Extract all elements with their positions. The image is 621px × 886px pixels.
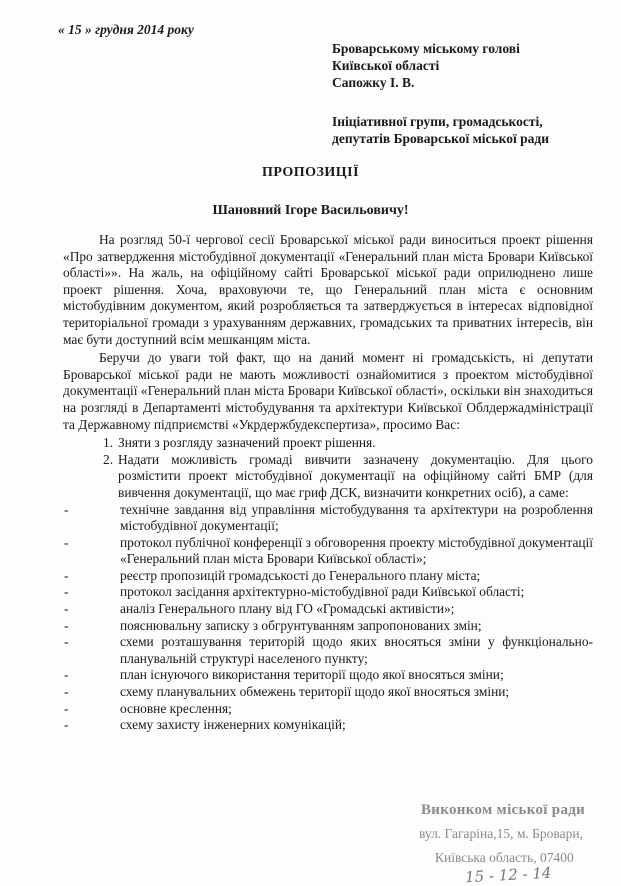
list-item: - основне креслення; — [64, 700, 232, 716]
registration-stamp — [415, 800, 621, 886]
item-text: план існуючого використання території щодо якої вносяться зміни; — [120, 667, 504, 683]
stamp-line: Виконком міської ради — [421, 802, 586, 818]
handwritten-date: 15 - 12 - 14 — [464, 863, 552, 886]
list-item: - протокол публічної конференції з обговорення проекту містобудівної документації «Генеральний план міста Бровари Київської області»; — [64, 534, 593, 567]
addressee-line: Київської області — [332, 58, 440, 73]
greeting: Шановний Ігоре Васильовичу! — [212, 203, 409, 218]
item-text: технічне завдання від управління містобудування та архітектури на розроблення містобудівної документації; — [120, 501, 593, 534]
paragraph: На розгляд 50-ї чергової сесії Броварської міської ради виноситься проект рішення «Про затвердження містобудівної документації «Генеральний план міста Бровари Київської області»». На жаль, на офіційному сайті Броварської міської ради оприлюднено лише проект рішення. Хоча, враховуючи те, що Генеральний план міста є основним містобудівним документом, який розробляється та затверджується в інтересах відповідної територіальної громади з урахуванням державних, громадських та приватних інтересів, він має бути доступний всім мешканцям міста. — [63, 232, 593, 347]
item-text: Надати можливість громаді вивчити зазначену документацію. Для цього розмістити проект містобудівної документації на офіційному сайті БМР (для вивчення документації, що має гриф ДСК, визначити конкретних осіб), а саме: — [118, 451, 593, 500]
item-text: протокол публічної конференції з обговорення проекту містобудівної документації «Генеральний план міста Бровари Київської області»; — [120, 534, 593, 567]
item-text: протокол засідання архітектурно-містобудівної ради Київської області; — [120, 584, 525, 600]
letter-date: « 15 » грудня 2014 року — [58, 22, 194, 37]
document-list — [63, 502, 593, 734]
item-text: основне креслення; — [120, 700, 232, 716]
letter-body — [63, 232, 593, 734]
stamp-line: Київська область, 07400 — [435, 850, 574, 865]
item-text: пояснювальну записку з обгрунтуванням запропонованих змін; — [120, 617, 482, 633]
list-item: - схему планувальних обмежень території щодо якої вносяться зміни; — [64, 684, 510, 700]
addressee-line: Броварському міському голові — [332, 41, 520, 56]
addressee-line: Сапожку І. В. — [332, 75, 415, 90]
list-item: - пояснювальну записку з обгрунтуванням запропонованих змін; — [64, 617, 482, 633]
list-item: - аналіз Генерального плану від ГО «Громадські активісти»; — [64, 601, 455, 617]
item-text: Зняти з розгляду зазначений проект рішення. — [118, 435, 376, 451]
numbered-list — [63, 435, 593, 501]
list-item — [63, 435, 593, 452]
sender-line: Ініціативної групи, громадськості, — [332, 114, 543, 129]
item-number: 2. — [103, 451, 114, 467]
list-item: - реєстр пропозицій громадськості до Генерального плану міста; — [64, 567, 481, 583]
item-text: схему захисту інженерних комунікацій; — [120, 717, 346, 733]
item-text: аналіз Генерального плану від ГО «Громадські активісти»; — [120, 601, 455, 617]
item-number: 1. — [103, 435, 114, 451]
item-text: схеми розташування територій щодо яких вносяться зміни у функціонально-планувальній структурі населеного пункту; — [120, 634, 593, 666]
stamp-line: вул. Гагаріна,15, м. Бровари, — [419, 826, 583, 841]
sender-line: депутатів Броварської міської ради — [332, 131, 550, 146]
list-item: - протокол засідання архітектурно-містобудівної ради Київської області; — [64, 584, 525, 600]
list-item: - схеми розташування територій щодо яких вносяться зміни у функціонально-планувальній структурі населеного пункту; — [64, 634, 593, 666]
list-item: - план існуючого використання території щодо якої вносяться зміни; — [64, 667, 504, 683]
list-item: - технічне завдання від управління містобудування та архітектури на розроблення містобудівної документації; — [64, 501, 593, 534]
paragraph: Беручи до уваги той факт, що на даний момент ні громадськість, ні депутати Броварської міської ради не мають можливості ознайомитися з проектом містобудівної документації «Генеральний план міста Бровари Київської області», оскільки він знаходиться на розгляді в Департаменті містобудування та архітектури Київської Облдержадміністрації та Державному підприємстві «Укрдержбудекспертиза», просимо Вас: — [63, 350, 593, 432]
list-item: - схему захисту інженерних комунікацій; — [64, 717, 346, 733]
item-text: схему планувальних обмежень території щодо якої вносяться зміни; — [120, 684, 510, 700]
addressee-block — [332, 40, 602, 147]
item-text: реєстр пропозицій громадськості до Генерального плану міста; — [120, 567, 481, 583]
list-item — [63, 452, 593, 502]
document-title: ПРОПОЗИЦІЇ — [261, 165, 360, 180]
